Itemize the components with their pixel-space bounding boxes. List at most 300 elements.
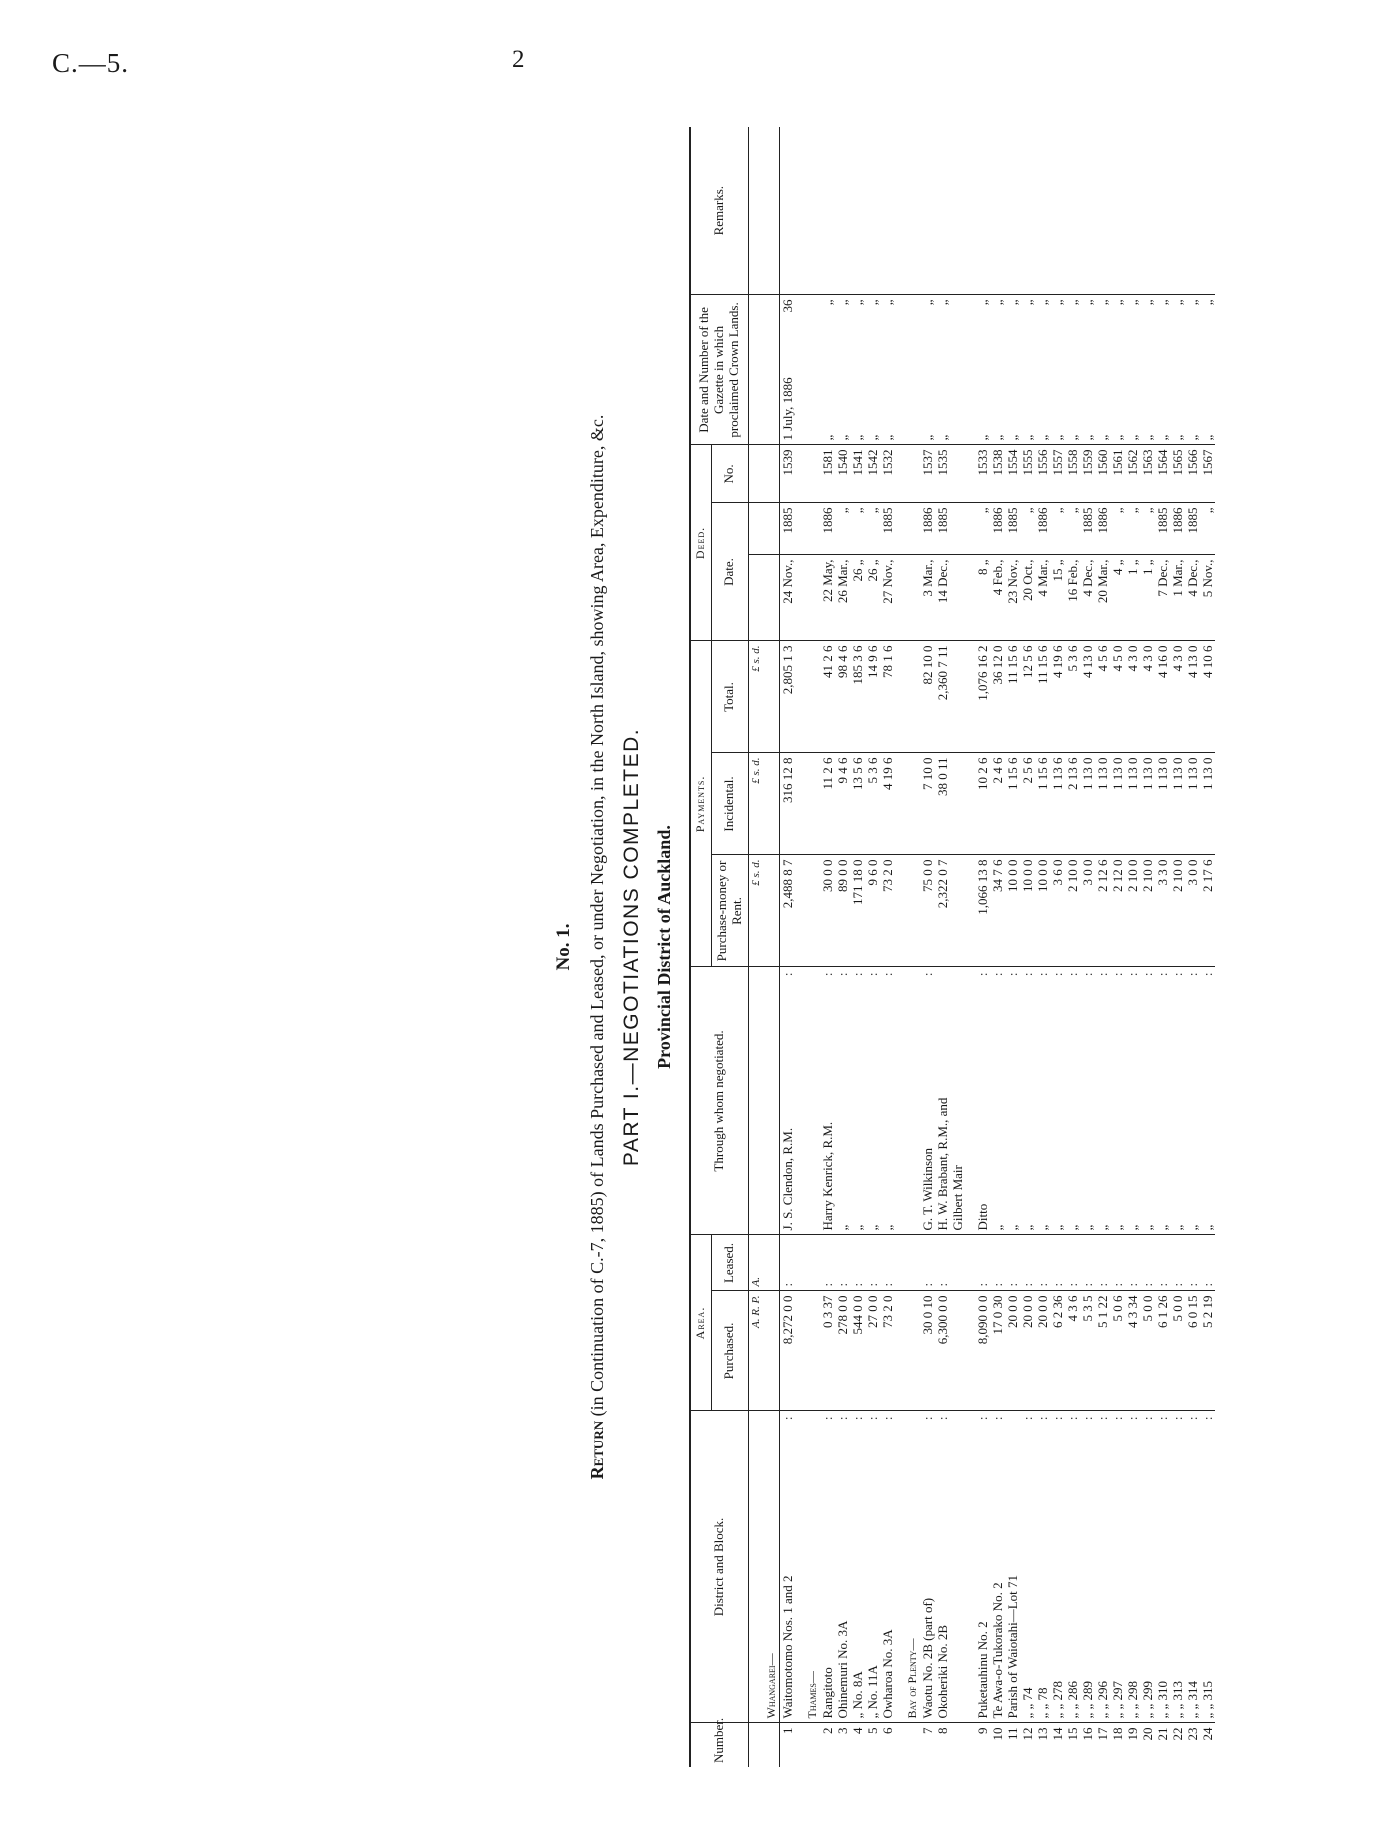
gazette-number: „ — [879, 299, 895, 306]
purchase-money-value: 2 12 0 — [1110, 855, 1125, 967]
incidental-value: 1 15 6 — [1035, 753, 1050, 855]
empty-cell — [764, 445, 780, 503]
remarks-cell — [1140, 127, 1155, 295]
total-value: 98 4 6 — [835, 641, 850, 753]
purchase-money-value: 2 10 0 — [1140, 855, 1155, 967]
spacer-cell — [795, 967, 805, 1235]
deed-year: 1885 — [1080, 503, 1095, 555]
incidental-value: 1 13 0 — [1200, 753, 1215, 855]
district-block-cell — [1080, 1411, 1095, 1723]
empty-cell — [805, 295, 820, 445]
gazette-cell — [1140, 295, 1155, 445]
gazette-number: „ — [1124, 299, 1140, 306]
negotiator-name: „ — [834, 1224, 850, 1231]
deed-number: 1567 — [1200, 445, 1215, 503]
purchase-money-value: 171 18 0 — [850, 855, 865, 967]
remarks-cell — [950, 127, 965, 295]
leader-dots: : — [879, 1415, 895, 1421]
gazette-cell — [1080, 295, 1095, 445]
empty-cell — [905, 1291, 920, 1411]
total-value: 2,805 1 3 — [779, 641, 795, 753]
row-number: 23 — [1185, 1723, 1200, 1767]
area-leased: : — [1035, 1235, 1050, 1291]
total-value: 78 1 6 — [880, 641, 895, 753]
district-block-name: „ „ 310 — [1154, 1680, 1170, 1719]
deed-date: 1 „ — [1140, 555, 1155, 641]
col-negotiated-header: Through whom negotiated. — [690, 967, 748, 1235]
leader-dots: : — [934, 1415, 950, 1421]
area-leased: : — [1170, 1235, 1185, 1291]
empty-cell — [905, 127, 920, 295]
leader-dots: : — [849, 971, 865, 977]
negotiator-name: „ — [1094, 1224, 1110, 1231]
purchase-money-value: 2 10 0 — [1170, 855, 1185, 967]
area-leased: : — [850, 1235, 865, 1291]
return-description — [587, 127, 608, 1767]
area-leased — [950, 1235, 965, 1291]
area-purchased: 5 0 6 — [1110, 1291, 1125, 1411]
empty-cell — [764, 855, 780, 967]
negotiator-name: Harry Kenrick, R.M. — [819, 1121, 835, 1231]
area-leased: : — [1050, 1235, 1065, 1291]
remarks-cell — [1020, 127, 1035, 295]
area-leased: : — [935, 1235, 950, 1291]
district-group-row — [805, 127, 820, 1767]
area-leased: : — [1065, 1235, 1080, 1291]
negotiated-cell — [1155, 967, 1170, 1235]
return-number-title: No. 1. — [553, 923, 574, 971]
spacer-cell — [795, 1291, 805, 1411]
area-purchased: 73 2 0 — [880, 1291, 895, 1411]
gazette-date: „ — [989, 434, 1005, 441]
leader-dots: : — [919, 971, 935, 977]
gazette-date: „ — [1034, 434, 1050, 441]
row-number: 12 — [1020, 1723, 1035, 1767]
purchase-money-value: 2 10 0 — [1125, 855, 1140, 967]
leader-dots: : — [1184, 971, 1200, 977]
gazette-date: „ — [879, 434, 895, 441]
row-number: 15 — [1065, 1723, 1080, 1767]
deed-date: 4 Dec., — [1080, 555, 1095, 641]
incidental-value: 7 10 0 — [920, 753, 935, 855]
total-value: 36 12 0 — [990, 641, 1005, 753]
gazette-cell — [1110, 295, 1125, 445]
district-block-cell — [779, 1411, 795, 1723]
area-leased: : — [1095, 1235, 1110, 1291]
leader-dots: : — [1019, 971, 1035, 977]
total-value: 4 19 6 — [1050, 641, 1065, 753]
area-purchased: 20 0 0 — [1020, 1291, 1035, 1411]
negotiator-name: „ — [989, 1224, 1005, 1231]
deed-year: „ — [835, 503, 850, 555]
district-block-name: „ „ 313 — [1169, 1680, 1185, 1719]
leader-dots: : — [1004, 971, 1020, 977]
deed-date: 23 Nov., — [1005, 555, 1020, 641]
leader-dots: : — [1064, 1415, 1080, 1421]
deed-date: 1 Mar., — [1170, 555, 1185, 641]
deed-year: „ — [1020, 503, 1035, 555]
group-number-cell — [805, 1723, 820, 1767]
negotiated-cell — [1170, 967, 1185, 1235]
col-purchased-header: Purchased. — [711, 1291, 748, 1411]
rotated-return-sheet — [547, 127, 1377, 1767]
remarks-cell — [1005, 127, 1020, 295]
area-purchased: 6 1 26 — [1155, 1291, 1170, 1411]
gazette-date: „ — [1154, 434, 1170, 441]
deed-number: 1561 — [1110, 445, 1125, 503]
deed-date: 4 Mar., — [1035, 555, 1050, 641]
return-lead-word: Return — [587, 1420, 607, 1480]
empty-cell — [764, 641, 780, 753]
deed-date: 4 Dec., — [1185, 555, 1200, 641]
empty-cell — [764, 295, 780, 445]
leader-dots: : — [1199, 971, 1215, 977]
row-number: 17 — [1095, 1723, 1110, 1767]
deed-date: 20 Mar., — [1095, 555, 1110, 641]
district-block-cell — [850, 1411, 865, 1723]
area-leased: : — [990, 1235, 1005, 1291]
leader-dots: : — [1109, 971, 1125, 977]
gazette-date: „ — [1004, 434, 1020, 441]
empty-cell — [905, 855, 920, 967]
spacer-cell — [965, 555, 975, 641]
table-row — [990, 127, 1005, 1767]
total-value: 4 3 0 — [1140, 641, 1155, 753]
table-row — [975, 127, 990, 1767]
row-number: 11 — [1005, 1723, 1020, 1767]
leader-dots: : — [1169, 971, 1185, 977]
area-purchased: 17 0 30 — [990, 1291, 1005, 1411]
area-purchased — [950, 1291, 965, 1411]
empty-cell — [764, 1235, 780, 1291]
empty-cell — [905, 445, 920, 503]
spacer-cell — [965, 855, 975, 967]
negotiator-name: H. W. Brabant, R.M., and — [934, 1097, 950, 1231]
deed-year: „ — [850, 503, 865, 555]
gazette-cell — [1035, 295, 1050, 445]
negotiator-name: „ — [1049, 1224, 1065, 1231]
district-block-name: Owharoa No. 3A — [879, 1629, 895, 1719]
spacer-cell — [795, 753, 805, 855]
table-row — [1170, 127, 1185, 1767]
deed-date: 24 Nov., — [779, 555, 795, 641]
row-number: 1 — [779, 1723, 795, 1767]
row-number: 9 — [975, 1723, 990, 1767]
district-block-cell — [1200, 1411, 1215, 1723]
district-block-name: Parish of Waiotahi—Lot 71 — [1004, 1574, 1020, 1719]
negotiated-cell — [1050, 967, 1065, 1235]
deed-year: 1885 — [880, 503, 895, 555]
negotiated-cell — [1125, 967, 1140, 1235]
purchase-money-value: 1,066 13 8 — [975, 855, 990, 967]
incidental-value: 5 3 6 — [865, 753, 880, 855]
return-description-text: (in Continuation of C.-7, 1885) of Lands Purchased and Leased, or under Negotiation, in the North Island, showing Area, Expenditure, &c. — [587, 414, 607, 1417]
gazette-date: „ — [1139, 434, 1155, 441]
district-block-cell — [1020, 1411, 1035, 1723]
incidental-value: 1 15 6 — [1005, 753, 1020, 855]
area-purchased: 278 0 0 — [835, 1291, 850, 1411]
total-value: 4 5 6 — [1095, 641, 1110, 753]
remarks-cell — [880, 127, 895, 295]
gazette-number: „ — [1139, 299, 1155, 306]
leader-dots: : — [1049, 1415, 1065, 1421]
district-block-name: Rangitoto — [819, 1667, 835, 1719]
gazette-number: „ — [1034, 299, 1050, 306]
empty-cell — [764, 555, 780, 641]
district-block-cell — [865, 1411, 880, 1723]
spacer-cell — [895, 641, 905, 753]
gazette-cell — [1065, 295, 1080, 445]
purchase-money-value: 2,488 8 7 — [779, 855, 795, 967]
district-block-name: „ „ 296 — [1094, 1680, 1110, 1719]
total-value: 4 10 6 — [1200, 641, 1215, 753]
empty-cell — [805, 555, 820, 641]
row-number: 24 — [1200, 1723, 1215, 1767]
deed-date: 16 Feb., — [1065, 555, 1080, 641]
district-block-cell — [1110, 1411, 1125, 1723]
empty-cell — [905, 555, 920, 641]
deed-date: 5 Nov., — [1200, 555, 1215, 641]
table-row — [1095, 127, 1110, 1767]
gazette-date: „ — [864, 434, 880, 441]
district-block-cell — [975, 1411, 990, 1723]
leader-dots: : — [989, 971, 1005, 977]
district-group-row — [764, 127, 780, 1767]
gazette-cell — [1020, 295, 1035, 445]
deed-date: 15 „ — [1050, 555, 1065, 641]
empty-cell — [905, 503, 920, 555]
incidental-value: 11 2 6 — [820, 753, 835, 855]
gazette-number: „ — [1079, 299, 1095, 306]
negotiator-name: Gilbert Mair — [949, 1165, 965, 1231]
spacer-row — [795, 127, 805, 1767]
remarks-cell — [1110, 127, 1125, 295]
negotiator-name: „ — [1124, 1224, 1140, 1231]
district-block-name: „ „ 299 — [1139, 1680, 1155, 1719]
purchase-money-value: 10 0 0 — [1035, 855, 1050, 967]
remarks-cell — [820, 127, 835, 295]
col-incidental-header: Incidental. — [711, 753, 748, 855]
remarks-cell — [850, 127, 865, 295]
gazette-number: „ — [1094, 299, 1110, 306]
district-block-cell — [935, 1411, 950, 1723]
spacer-cell — [965, 753, 975, 855]
spacer-cell — [895, 1235, 905, 1291]
gazette-date: „ — [974, 434, 990, 441]
row-number: 16 — [1080, 1723, 1095, 1767]
area-leased: : — [920, 1235, 935, 1291]
table-row — [1110, 127, 1125, 1767]
negotiator-name: Ditto — [974, 1203, 990, 1231]
leader-dots: : — [1199, 1415, 1215, 1421]
row-number: 4 — [850, 1723, 865, 1767]
table-row — [935, 127, 950, 1767]
gazette-date: „ — [919, 434, 935, 441]
table-row — [920, 127, 935, 1767]
incidental-value: 38 0 11 — [935, 753, 950, 855]
total-value: 5 3 6 — [1065, 641, 1080, 753]
gazette-date: „ — [1109, 434, 1125, 441]
spacer-cell — [965, 127, 975, 295]
gazette-date: „ — [1079, 434, 1095, 441]
gazette-cell — [975, 295, 990, 445]
spacer-cell — [795, 555, 805, 641]
remarks-cell — [935, 127, 950, 295]
negotiated-cell — [1080, 967, 1095, 1235]
negotiator-name: „ — [879, 1224, 895, 1231]
empty-cell — [905, 295, 920, 445]
incidental-value: 9 4 6 — [835, 753, 850, 855]
gazette-number: „ — [819, 299, 835, 306]
leader-dots: : — [819, 1415, 835, 1421]
area-leased: : — [865, 1235, 880, 1291]
row-number: 10 — [990, 1723, 1005, 1767]
district-block-cell — [1155, 1411, 1170, 1723]
spacer-cell — [795, 127, 805, 295]
spacer-cell — [795, 1723, 805, 1767]
spacer-cell — [965, 1235, 975, 1291]
purchase-money-value: 2 17 6 — [1200, 855, 1215, 967]
document-heading — [547, 127, 675, 1767]
incidental-value: 10 2 6 — [975, 753, 990, 855]
gazette-date: „ — [1169, 434, 1185, 441]
gazette-cell — [990, 295, 1005, 445]
col-gazette-header: Date and Number of the Gazette in which proclaimed Crown Lands. — [690, 295, 748, 445]
gazette-cell — [935, 295, 950, 445]
negotiated-cell — [920, 967, 935, 1235]
deed-number: 1563 — [1140, 445, 1155, 503]
empty-cell — [805, 855, 820, 967]
district-block-cell — [820, 1411, 835, 1723]
col-area-header: Area. — [690, 1235, 711, 1411]
table-row — [880, 127, 895, 1767]
gazette-date: „ — [934, 434, 950, 441]
incidental-units: £ s. d. — [748, 753, 764, 855]
district-block-name: Puketauhinu No. 2 — [974, 1621, 990, 1719]
gazette-cell — [865, 295, 880, 445]
spacer-cell — [895, 753, 905, 855]
purchase-money-value: 30 0 0 — [820, 855, 835, 967]
deed-year: 1886 — [920, 503, 935, 555]
spacer-cell — [795, 445, 805, 503]
leader-dots: : — [919, 1415, 935, 1421]
gazette-cell — [1005, 295, 1020, 445]
gazette-number: „ — [989, 299, 1005, 306]
district-block-cell — [1065, 1411, 1080, 1723]
table-row — [1020, 127, 1035, 1767]
district-block-name: Okoheriki No. 2B — [934, 1624, 950, 1719]
total-value: 4 13 0 — [1185, 641, 1200, 753]
table-row — [1080, 127, 1095, 1767]
total-value: 185 3 6 — [850, 641, 865, 753]
district-block-name: „ „ 289 — [1079, 1680, 1095, 1719]
district-block-cell — [1050, 1411, 1065, 1723]
spacer-cell — [895, 503, 905, 555]
empty-cell — [764, 127, 780, 295]
deed-number: 1538 — [990, 445, 1005, 503]
purchase-money-value: 75 0 0 — [920, 855, 935, 967]
leader-dots: : — [779, 1415, 795, 1421]
table-row — [1035, 127, 1050, 1767]
district-group-heading: Whangarei— — [764, 1411, 780, 1723]
row-number: 18 — [1110, 1723, 1125, 1767]
row-number: 8 — [935, 1723, 950, 1767]
table-row — [950, 127, 965, 1767]
gazette-number: „ — [934, 299, 950, 306]
leader-dots: : — [1019, 1415, 1035, 1421]
area-purchased: 6 0 15 — [1185, 1291, 1200, 1411]
district-block-name: „ „ 298 — [1124, 1680, 1140, 1719]
group-number-cell — [905, 1723, 920, 1767]
district-block-cell — [835, 1411, 850, 1723]
row-number: 19 — [1125, 1723, 1140, 1767]
incidental-value: 1 13 0 — [1110, 753, 1125, 855]
district-block-name: Ohinemuri No. 3A — [834, 1620, 850, 1719]
leader-dots: : — [1154, 1415, 1170, 1421]
leader-dots: : — [779, 971, 795, 977]
negotiated-cell — [935, 967, 950, 1235]
deed-number: 1562 — [1125, 445, 1140, 503]
district-block-cell — [1140, 1411, 1155, 1723]
area-leased: : — [1125, 1235, 1140, 1291]
deed-number: 1581 — [820, 445, 835, 503]
deed-number: 1532 — [880, 445, 895, 503]
remarks-cell — [1155, 127, 1170, 295]
gazette-cell — [1095, 295, 1110, 445]
purchase-money-value: 3 0 0 — [1185, 855, 1200, 967]
leader-dots: : — [819, 971, 835, 977]
negotiated-cell — [990, 967, 1005, 1235]
area-units: A. R. P. — [748, 1291, 764, 1411]
spacer-cell — [965, 503, 975, 555]
total-value: 41 2 6 — [820, 641, 835, 753]
empty-cell — [805, 641, 820, 753]
deed-date: 26 Mar., — [835, 555, 850, 641]
row-number: 20 — [1140, 1723, 1155, 1767]
negotiated-cell — [1005, 967, 1020, 1235]
leader-dots: : — [1034, 971, 1050, 977]
purchase-money-value: 3 3 0 — [1155, 855, 1170, 967]
deed-year: „ — [1110, 503, 1125, 555]
deed-year: „ — [975, 503, 990, 555]
deed-year: 1885 — [1155, 503, 1170, 555]
leader-dots: : — [1139, 971, 1155, 977]
gazette-number: „ — [1154, 299, 1170, 306]
empty-cell — [805, 445, 820, 503]
remarks-cell — [1185, 127, 1200, 295]
spacer-cell — [965, 295, 975, 445]
leader-dots: : — [1079, 971, 1095, 977]
negotiated-cell — [1200, 967, 1215, 1235]
gazette-cell — [1200, 295, 1215, 445]
negotiated-cell — [865, 967, 880, 1235]
remarks-cell — [779, 127, 795, 295]
incidental-value: 1 13 0 — [1185, 753, 1200, 855]
deed-year: „ — [1125, 503, 1140, 555]
empty-cell — [764, 1291, 780, 1411]
negotiated-cell — [1110, 967, 1125, 1235]
gazette-number: „ — [974, 299, 990, 306]
row-number: 21 — [1155, 1723, 1170, 1767]
empty-cell — [764, 753, 780, 855]
negotiator-name: „ — [849, 1224, 865, 1231]
empty-cell — [764, 503, 780, 555]
purchase-money-value: 10 0 0 — [1005, 855, 1020, 967]
gazette-date: „ — [819, 434, 835, 441]
leader-dots: : — [1034, 1415, 1050, 1421]
area-purchased: 20 0 0 — [1035, 1291, 1050, 1411]
total-value: 4 5 0 — [1110, 641, 1125, 753]
